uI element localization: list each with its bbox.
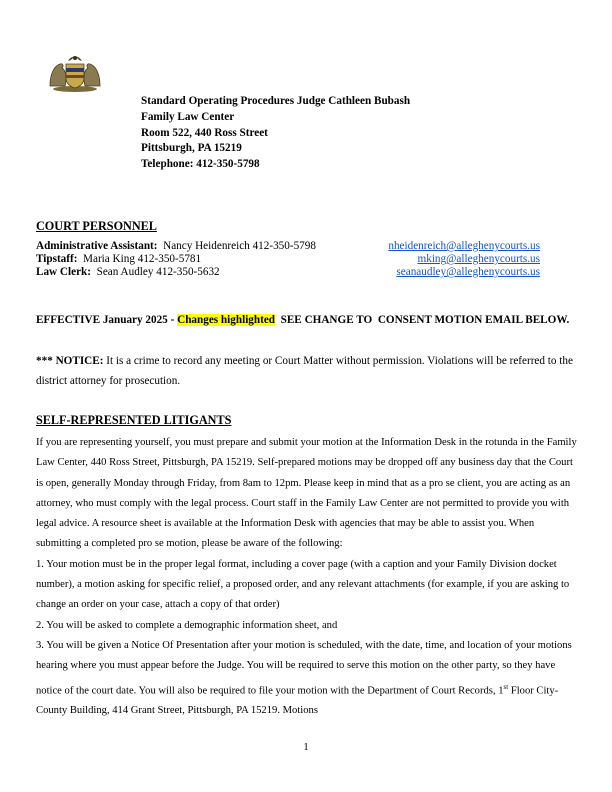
personnel-role: Administrative Assistant: <box>36 240 158 252</box>
county-seal-icon <box>46 52 104 92</box>
personnel-info: Sean Audley 412-350-5632 <box>91 266 220 278</box>
srl-heading: SELF-REPRESENTED LITIGANTS <box>36 413 232 427</box>
srl-item-3-part-b: Floor City-County Building, 414 Grant Street, Pittsburgh, PA 15219. Motions <box>36 685 559 717</box>
page-number: 1 <box>303 742 309 753</box>
changes-highlighted: Changes highlighted <box>177 314 276 326</box>
srl-body <box>36 433 578 722</box>
header-block <box>141 94 410 173</box>
srl-item-3 <box>36 636 578 722</box>
notice-label: *** NOTICE: <box>36 355 104 367</box>
personnel-role: Law Clerk: <box>36 266 91 278</box>
srl-item-1: 1. Your motion must be in the proper legal format, including a cover page (with a caption and your Family Division docket number), a motion asking for specific relief, a proposed order, and any relevant attachments (for example, if you are asking to change an order on your case, attach a copy of that order) <box>36 558 570 611</box>
personnel-row-admin <box>36 239 540 253</box>
document-title: Standard Operating Procedures Judge Cathleen Bubash <box>141 95 411 107</box>
personnel-info: Maria King 412-350-5781 <box>77 253 202 265</box>
telephone: Telephone: 412-350-5798 <box>141 158 260 171</box>
recording-notice <box>36 351 576 392</box>
effective-lead: EFFECTIVE January 2025 - <box>36 314 178 326</box>
personnel-row-tipstaff <box>36 252 540 266</box>
personnel-row-law-clerk <box>36 265 540 279</box>
personnel-info: Nancy Heidenreich 412-350-5798 <box>157 240 316 252</box>
effective-rest: SEE CHANGE TO CONSENT MOTION EMAIL BELOW. <box>275 314 570 326</box>
address-line-1: Room 522, 440 Ross Street <box>141 126 268 139</box>
notice-text: It is a crime to record any meeting or Court Matter without permission. Violations will be referred to the district attorney for prosecution. <box>36 355 573 388</box>
center-name: Family Law Center <box>141 110 235 123</box>
personnel-role: Tipstaff: <box>36 253 78 265</box>
srl-paragraph: If you are representing yourself, you must prepare and submit your motion at the Information Desk in the rotunda in the Family Law Center, 440 Ross Street, Pittsburgh, PA 15219. Self-prepared motions may be dropped off any business day that the Court is open, generally Monday through Friday, from 8am to 12pm. Please keep in mind that as a pro se client, you are acting as an attorney, who must comply with the legal process. Court staff in the Family Law Center are not permitted to provide you with legal advice. A resource sheet is available at the Information Desk with agencies that may be able to assist you. When submitting a completed pro se motion, please be aware of the following: <box>36 437 577 550</box>
srl-item-3-part-a: 3. You will be given a Notice Of Presentation after your motion is scheduled, with the date, time, and location of your motions hearing where you must appear before the Judge. You will be required to serve this motion on the other party, so they have notice of the court date. You will also be required to file your motion with the Department of Court Records, 1 <box>36 639 572 697</box>
email-link-law-clerk[interactable]: seanaudley@alleghenycourts.us <box>396 266 540 278</box>
srl-item-2: 2. You will be asked to complete a demographic information sheet, and <box>36 619 338 631</box>
court-personnel-heading: COURT PERSONNEL <box>36 219 157 233</box>
superscript-st: st <box>503 682 509 691</box>
address-line-2: Pittsburgh, PA 15219 <box>141 142 242 155</box>
email-link-tipstaff[interactable]: mking@alleghenycourts.us <box>417 253 540 265</box>
effective-notice <box>36 310 576 330</box>
email-link-admin[interactable]: nheidenreich@alleghenycourts.us <box>388 240 540 252</box>
